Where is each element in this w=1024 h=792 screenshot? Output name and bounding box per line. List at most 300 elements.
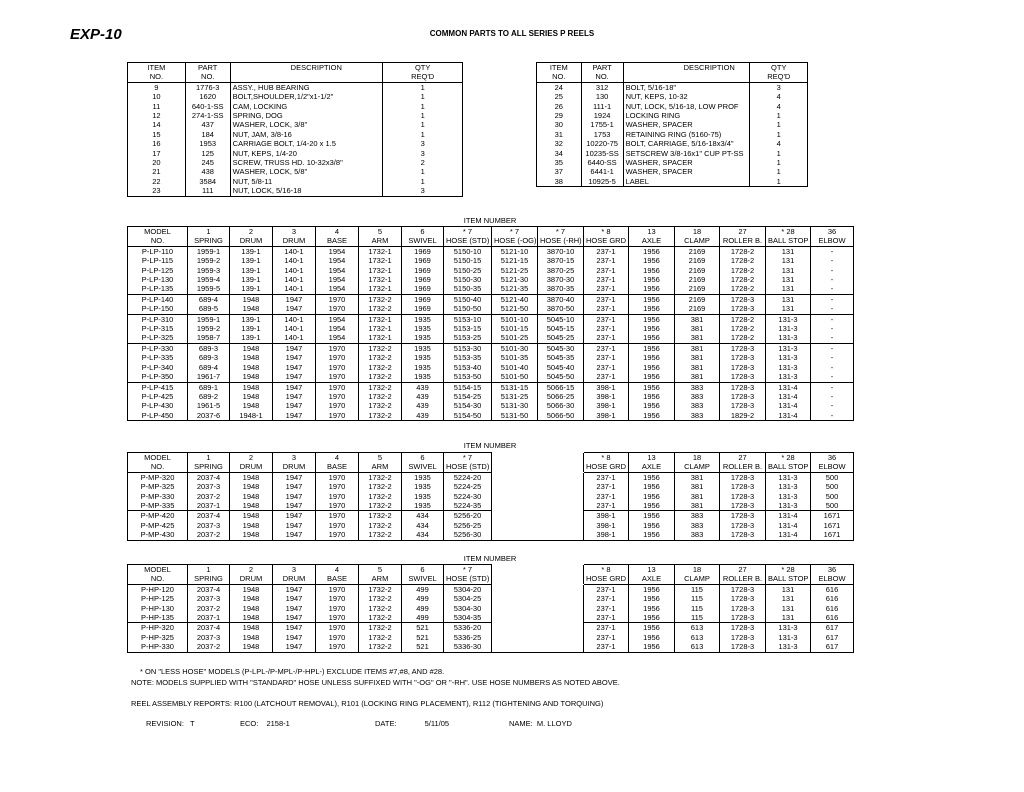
table-cell: 1970 <box>316 392 359 401</box>
col-header: 36 <box>811 453 854 463</box>
parts-row <box>537 167 808 176</box>
table-cell: - <box>811 314 854 324</box>
table-cell: 1958-7 <box>188 333 230 343</box>
table-cell: 1947 <box>273 613 316 623</box>
table-cell: 5336-20 <box>444 623 492 633</box>
table-cell: 131-3 <box>766 482 811 491</box>
table-cell: 1970 <box>316 501 359 511</box>
table-cell: 1970 <box>316 343 359 353</box>
col-header: BASE <box>316 462 359 472</box>
table-cell: 1954 <box>316 266 359 275</box>
table-cell: 1947 <box>273 492 316 501</box>
table-cell: 237-1 <box>584 343 629 353</box>
parts-part: 6440-SS <box>581 158 623 167</box>
table-row <box>128 372 854 382</box>
table-cell: 381 <box>675 372 720 382</box>
table-cell: 1948 <box>230 594 273 603</box>
table-cell: 131-4 <box>766 411 811 421</box>
table-cell: 616 <box>811 604 854 613</box>
parts-desc: ASSY., HUB BEARING <box>230 82 383 92</box>
table-cell: 1947 <box>273 411 316 421</box>
parts-row <box>128 139 463 148</box>
col-header: * 7 <box>492 227 538 237</box>
table-cell: 2037-3 <box>188 482 230 491</box>
table-cell: 1728-3 <box>720 642 766 652</box>
revision-field <box>146 719 195 728</box>
table-cell: 1732-2 <box>359 642 402 652</box>
table-cell: 1728-3 <box>720 382 766 392</box>
table-cell: 5131-25 <box>492 392 538 401</box>
parts-qty: 2 <box>383 158 463 167</box>
table-cell: 1970 <box>316 642 359 652</box>
table-cell: 689-5 <box>188 304 230 314</box>
table-cell: 521 <box>402 633 444 642</box>
col-header <box>492 565 538 575</box>
col-header: 36 <box>811 565 854 575</box>
table-cell: - <box>811 266 854 275</box>
col-header: ELBOW <box>811 462 854 472</box>
name-label: NAME: <box>509 719 533 728</box>
table-row <box>128 363 854 372</box>
col-header: HOSE GRD <box>584 236 629 246</box>
table-cell: 5045-25 <box>538 333 584 343</box>
table-cell: 1732-2 <box>359 294 402 304</box>
header-row <box>128 565 854 575</box>
table-cell: 1954 <box>316 324 359 333</box>
table-cell: 5131-50 <box>492 411 538 421</box>
table-cell: 237-1 <box>584 275 629 284</box>
table-cell: 1728-2 <box>720 284 766 294</box>
table-cell: 689-1 <box>188 382 230 392</box>
table-cell: 1728-2 <box>720 314 766 324</box>
col-header: 13 <box>629 227 675 237</box>
table-cell: 1732-2 <box>359 604 402 613</box>
table-cell: 131 <box>766 584 811 594</box>
table-cell: P-HP-130 <box>128 604 188 613</box>
table-cell: 499 <box>402 613 444 623</box>
table-cell: 5101-50 <box>492 372 538 382</box>
table-cell: 237-1 <box>584 304 629 314</box>
col-header: HOSE (STD) <box>444 462 492 472</box>
parts-row <box>128 102 463 111</box>
table-cell: 500 <box>811 472 854 482</box>
table-cell: 5150-15 <box>444 256 492 265</box>
table-cell: 237-1 <box>584 256 629 265</box>
col-header: SWIVEL <box>402 574 444 584</box>
table-cell: 5304-30 <box>444 604 492 613</box>
table-cell: 5224-25 <box>444 482 492 491</box>
table-cell <box>538 501 584 511</box>
parts-part: 1776-3 <box>185 82 230 92</box>
col-header <box>538 453 584 463</box>
parts-part: 125 <box>185 149 230 158</box>
table-cell: 5153-50 <box>444 372 492 382</box>
table-cell: 131-3 <box>766 492 811 501</box>
table-cell: 2037-2 <box>188 530 230 540</box>
table-cell: 1970 <box>316 584 359 594</box>
parts-part: 10220-75 <box>581 139 623 148</box>
table-row <box>128 584 854 594</box>
table-cell: 689-4 <box>188 294 230 304</box>
col-header: DRUM <box>230 236 273 246</box>
table-cell: 1956 <box>629 501 675 511</box>
table-cell: 2037-1 <box>188 501 230 511</box>
table-cell: 3870-25 <box>538 266 584 275</box>
parts-col-desc-header: DESCRIPTION <box>623 63 750 73</box>
table-row <box>128 492 854 501</box>
table-cell: 131 <box>766 304 811 314</box>
col-header <box>538 574 584 584</box>
table-cell: 613 <box>675 623 720 633</box>
col-header: BALL STOP <box>766 574 811 584</box>
page-title: COMMON PARTS TO ALL SERIES P REELS <box>429 29 595 38</box>
table-cell: 1732-1 <box>359 246 402 256</box>
parts-row <box>128 92 463 101</box>
table-cell: 1954 <box>316 246 359 256</box>
table-cell: 383 <box>675 401 720 410</box>
parts-qty: 4 <box>750 92 808 101</box>
table-cell: 1970 <box>316 304 359 314</box>
table-cell: 1728-3 <box>720 492 766 501</box>
item-number-label: ITEM NUMBER <box>463 554 517 563</box>
table-cell: - <box>811 275 854 284</box>
table-cell: P-LP-135 <box>128 284 188 294</box>
table-cell: 1948 <box>230 382 273 392</box>
parts-qty: 4 <box>750 102 808 111</box>
table-cell: 237-1 <box>584 333 629 343</box>
table-cell: P-MP-330 <box>128 492 188 501</box>
table-cell: 1947 <box>273 594 316 603</box>
table-cell: 1728-3 <box>720 501 766 511</box>
table-cell: 1948 <box>230 642 273 652</box>
table-cell: 1956 <box>629 304 675 314</box>
table-cell: 2169 <box>675 256 720 265</box>
parts-row <box>128 158 463 167</box>
table-cell: 1728-3 <box>720 511 766 521</box>
table-cell: - <box>811 324 854 333</box>
table-cell: 237-1 <box>584 584 629 594</box>
table-cell: 1954 <box>316 275 359 284</box>
table-cell <box>538 584 584 594</box>
table-cell: 1728-2 <box>720 275 766 284</box>
table-cell: 1956 <box>629 372 675 382</box>
table-cell: 5224-30 <box>444 492 492 501</box>
table-cell: 237-1 <box>584 501 629 511</box>
table-cell: 1956 <box>629 333 675 343</box>
table-cell: 1959-2 <box>188 324 230 333</box>
table-cell: 1732-2 <box>359 594 402 603</box>
table-cell: 381 <box>675 324 720 333</box>
table-cell: 1732-2 <box>359 372 402 382</box>
table-cell: 3870-10 <box>538 246 584 256</box>
parts-item: 12 <box>128 111 186 120</box>
table-cell: 5150-40 <box>444 294 492 304</box>
table-cell: - <box>811 333 854 343</box>
table-cell: 131-3 <box>766 372 811 382</box>
col-header: ROLLER B. <box>720 574 766 584</box>
table-cell: 1947 <box>273 353 316 362</box>
col-header: 4 <box>316 453 359 463</box>
table-cell: 131 <box>766 284 811 294</box>
table-cell: 5066-15 <box>538 382 584 392</box>
table-cell: 140-1 <box>273 324 316 333</box>
table-cell: 5224-35 <box>444 501 492 511</box>
parts-part: 1924 <box>581 111 623 120</box>
table-cell <box>492 521 538 530</box>
table-cell: 1959-3 <box>188 266 230 275</box>
table-cell: 5101-40 <box>492 363 538 372</box>
table-cell: 5131-30 <box>492 401 538 410</box>
parts-desc: WASHER, SPACER <box>623 167 750 176</box>
table-cell: 5256-20 <box>444 511 492 521</box>
table-cell <box>492 584 538 594</box>
table-cell <box>538 511 584 521</box>
table-cell: 1732-1 <box>359 333 402 343</box>
table-cell: 5045-50 <box>538 372 584 382</box>
table-cell: 1947 <box>273 304 316 314</box>
parts-desc: WASHER, SPACER <box>623 158 750 167</box>
table-cell: 1948 <box>230 294 273 304</box>
table-cell: 2037-6 <box>188 411 230 421</box>
table-cell: 5121-25 <box>492 266 538 275</box>
parts-desc: CARRIAGE BOLT, 1/4-20 x 1.5 <box>230 139 383 148</box>
table-cell: 1969 <box>402 266 444 275</box>
parts-qty: 1 <box>750 167 808 176</box>
table-cell: 617 <box>811 633 854 642</box>
table-cell: 2169 <box>675 304 720 314</box>
table-cell: 5153-25 <box>444 333 492 343</box>
table-cell: 131 <box>766 294 811 304</box>
table-cell: 139-1 <box>230 284 273 294</box>
table-cell: - <box>811 382 854 392</box>
table-cell <box>492 501 538 511</box>
table-cell <box>492 613 538 623</box>
table-cell: 1732-2 <box>359 521 402 530</box>
parts-header-cell: NO. <box>581 72 623 82</box>
table-cell <box>538 492 584 501</box>
table-cell: 1970 <box>316 401 359 410</box>
table-cell: 1948 <box>230 530 273 540</box>
parts-item: 23 <box>128 186 186 196</box>
table-cell: 689-3 <box>188 353 230 362</box>
parts-part: 1620 <box>185 92 230 101</box>
parts-header-cell <box>623 72 750 82</box>
table-cell: 131-4 <box>766 401 811 410</box>
parts-qty: 1 <box>750 149 808 158</box>
assembly-reports: REEL ASSEMBLY REPORTS: R100 (LATCHOUT REMOVAL), R101 (LOCKING RING PLACEMENT), R112 (TIGHTENING AND TORQUING) <box>131 699 604 708</box>
table-cell: 1947 <box>273 530 316 540</box>
table-cell: 1728-3 <box>720 353 766 362</box>
parts-row <box>128 186 463 196</box>
table-cell: - <box>811 294 854 304</box>
table-cell: 1728-3 <box>720 392 766 401</box>
table-cell <box>492 511 538 521</box>
table-cell: 1954 <box>316 256 359 265</box>
table-cell: 1947 <box>273 343 316 353</box>
table-cell: 398-1 <box>584 392 629 401</box>
table-cell: P-HP-330 <box>128 642 188 652</box>
col-header: 13 <box>629 565 675 575</box>
table-cell: 1970 <box>316 530 359 540</box>
table-row <box>128 382 854 392</box>
table-cell: 1956 <box>629 275 675 284</box>
table-cell: 1728-3 <box>720 604 766 613</box>
parts-part: 10925-5 <box>581 177 623 187</box>
parts-row <box>537 158 808 167</box>
col-header: HOSE GRD <box>584 574 629 584</box>
table-cell: 5304-25 <box>444 594 492 603</box>
table-cell: 115 <box>675 613 720 623</box>
table-cell: 139-1 <box>230 246 273 256</box>
table-cell: P-LP-450 <box>128 411 188 421</box>
table-cell: 1732-2 <box>359 613 402 623</box>
table-cell: 1732-2 <box>359 304 402 314</box>
table-cell: P-HP-125 <box>128 594 188 603</box>
table-cell: 1728-3 <box>720 521 766 530</box>
col-header: NO. <box>128 574 188 584</box>
table-cell: 5121-10 <box>492 246 538 256</box>
table-cell: 139-1 <box>230 314 273 324</box>
table-row <box>128 521 854 530</box>
table-cell: 1956 <box>629 492 675 501</box>
table-cell: 1935 <box>402 333 444 343</box>
parts-desc: WASHER, LOCK, 5/8" <box>230 167 383 176</box>
table-cell: 5256-25 <box>444 521 492 530</box>
parts-row <box>537 139 808 148</box>
revision-label: REVISION: <box>146 719 184 728</box>
table-cell: 383 <box>675 411 720 421</box>
col-header: 1 <box>188 453 230 463</box>
table-cell: 1728-3 <box>720 401 766 410</box>
table-cell: 5045-10 <box>538 314 584 324</box>
parts-qty: 1 <box>750 111 808 120</box>
table-cell: 131-3 <box>766 343 811 353</box>
table-cell: 140-1 <box>273 314 316 324</box>
col-header: ROLLER B. <box>720 462 766 472</box>
table-cell: 237-1 <box>584 363 629 372</box>
table-cell: 381 <box>675 314 720 324</box>
parts-col-qty-header: QTY <box>383 63 463 73</box>
table-cell: 5150-30 <box>444 275 492 284</box>
table-cell: 613 <box>675 633 720 642</box>
parts-col-part-header: PART <box>581 63 623 73</box>
table-cell: 131-3 <box>766 353 811 362</box>
table-cell: 237-1 <box>584 642 629 652</box>
table-cell: 1947 <box>273 472 316 482</box>
table-cell: 5336-30 <box>444 642 492 652</box>
table-cell: 381 <box>675 353 720 362</box>
table-cell: 439 <box>402 401 444 410</box>
col-header: 18 <box>675 565 720 575</box>
table-cell: 140-1 <box>273 256 316 265</box>
col-header: DRUM <box>230 574 273 584</box>
table-cell: P-HP-135 <box>128 613 188 623</box>
document-id: EXP-10 <box>70 26 122 43</box>
parts-col-part-header: PART <box>185 63 230 73</box>
parts-header-cell: NO. <box>537 72 582 82</box>
table-cell: 1732-1 <box>359 266 402 275</box>
table-cell: 1728-3 <box>720 472 766 482</box>
col-header: ARM <box>359 236 402 246</box>
table-cell: 5101-30 <box>492 343 538 353</box>
table-cell: 131 <box>766 246 811 256</box>
table-cell: 1728-2 <box>720 266 766 275</box>
item-number-label: ITEM NUMBER <box>463 441 517 450</box>
table-cell: 5304-20 <box>444 584 492 594</box>
table-cell: 1969 <box>402 246 444 256</box>
table-row <box>128 472 854 482</box>
table-cell <box>538 594 584 603</box>
table-row <box>128 501 854 511</box>
table-cell: 131 <box>766 275 811 284</box>
table-cell: 1956 <box>629 353 675 362</box>
col-header: 27 <box>720 453 766 463</box>
table-cell: P-LP-350 <box>128 372 188 382</box>
table-cell: 1732-2 <box>359 530 402 540</box>
table-cell: 1935 <box>402 492 444 501</box>
table-cell: 5066-25 <box>538 392 584 401</box>
table-cell: 1956 <box>629 294 675 304</box>
table-cell: 237-1 <box>584 604 629 613</box>
table-cell: P-LP-110 <box>128 246 188 256</box>
table-cell: 1935 <box>402 314 444 324</box>
parts-qty: 1 <box>750 177 808 187</box>
col-header: SPRING <box>188 574 230 584</box>
eco-value: 2158-1 <box>266 719 290 728</box>
table-cell: 398-1 <box>584 511 629 521</box>
table-cell: 1959-1 <box>188 314 230 324</box>
parts-desc: LABEL <box>623 177 750 187</box>
table-cell: 1970 <box>316 482 359 491</box>
table-row <box>128 642 854 652</box>
table-cell: 5154-15 <box>444 382 492 392</box>
parts-part: 1953 <box>185 139 230 148</box>
parts-row <box>537 92 808 101</box>
col-header: 18 <box>675 227 720 237</box>
parts-item: 15 <box>128 130 186 139</box>
table-cell: 1947 <box>273 584 316 594</box>
table-cell: 5256-30 <box>444 530 492 540</box>
table-cell: - <box>811 246 854 256</box>
table-cell: 131-4 <box>766 511 811 521</box>
col-header: 6 <box>402 453 444 463</box>
table-cell: 2037-3 <box>188 521 230 530</box>
table-cell: 1948 <box>230 482 273 491</box>
col-header: 4 <box>316 565 359 575</box>
table-cell: 1969 <box>402 284 444 294</box>
table-cell: 1956 <box>629 401 675 410</box>
table-cell <box>538 604 584 613</box>
table-cell: 5101-10 <box>492 314 538 324</box>
parts-table-left <box>127 62 463 197</box>
table-cell: 3870-30 <box>538 275 584 284</box>
table-cell: 131-4 <box>766 392 811 401</box>
parts-part: 245 <box>185 158 230 167</box>
parts-desc: BOLT,SHOULDER,1/2"x1-1/2" <box>230 92 383 101</box>
parts-desc: NUT, LOCK, 5/16-18, LOW PROF <box>623 102 750 111</box>
table-cell: 1956 <box>629 530 675 540</box>
parts-row <box>128 149 463 158</box>
col-header: MODEL <box>128 453 188 463</box>
table-cell: 521 <box>402 623 444 633</box>
table-cell: 5154-30 <box>444 401 492 410</box>
col-header: MODEL <box>128 227 188 237</box>
table-cell: 140-1 <box>273 284 316 294</box>
parts-part: 437 <box>185 120 230 129</box>
table-cell: 5121-15 <box>492 256 538 265</box>
table-cell: 381 <box>675 333 720 343</box>
col-header: AXLE <box>629 462 675 472</box>
